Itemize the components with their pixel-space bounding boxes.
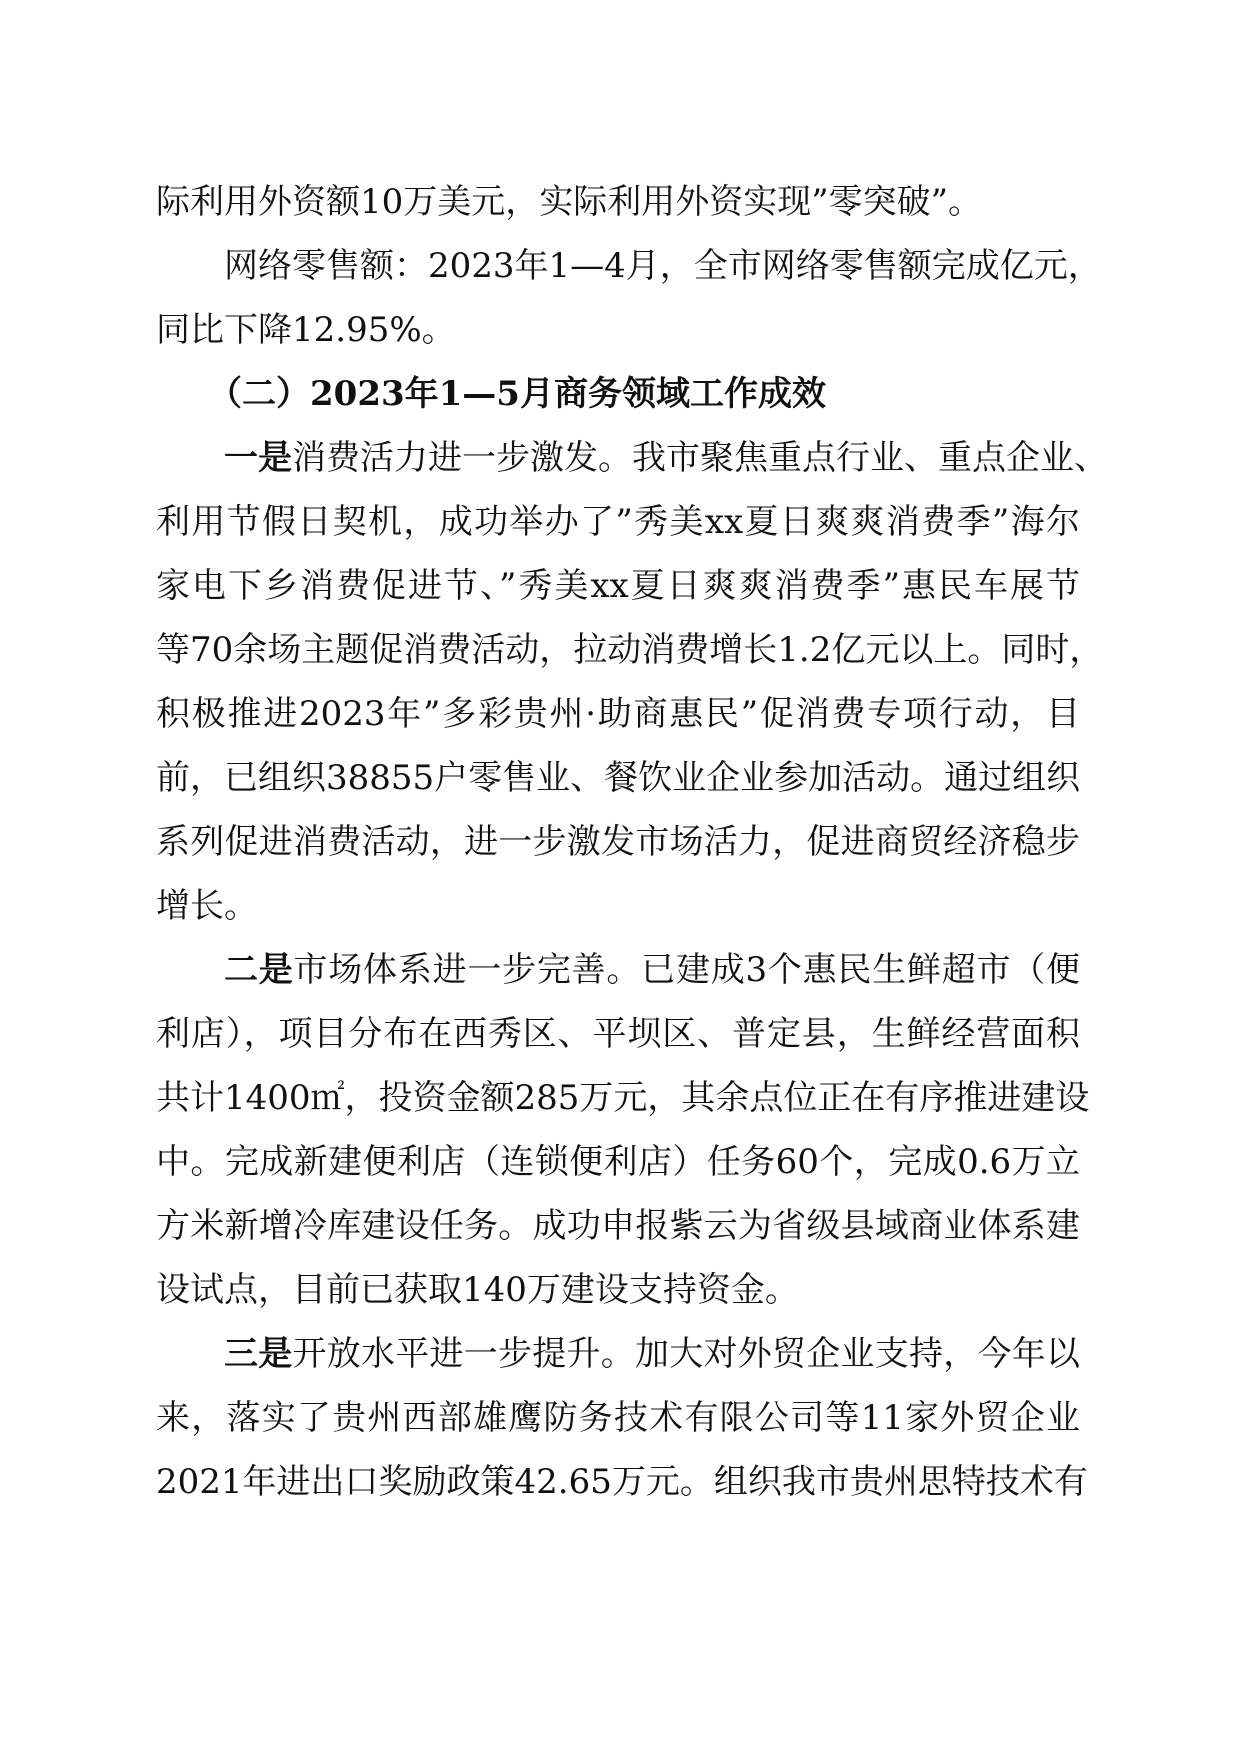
- paragraph-4-line-2: 利店），项目分布在西秀区、平坝区、普定县，生鲜经营面积: [156, 1014, 1080, 1054]
- paragraph-4-line-6: 设试点，目前已获取140万建设支持资金。: [156, 1270, 799, 1310]
- paragraph-3-line-7: 系列促进消费活动，进一步激发市场活力，促进商贸经济稳步: [156, 822, 1080, 862]
- paragraph-3-line-3: 家电下乡消费促进节、”秀美xx夏日爽爽消费季”惠民车展节: [156, 566, 1080, 606]
- paragraph-2-line-1: 网络零售额：2023年1—4月，全市网络零售额完成亿元，: [224, 246, 1102, 286]
- paragraph-3-line-5: 积极推进2023年”多彩贵州·助商惠民”促消费专项行动，目: [156, 694, 1080, 734]
- paragraph-4-line-1: [156, 938, 1080, 1002]
- paragraph-5-line-2: 来，落实了贵州西部雄鹰防务技术有限公司等11家外贸企业: [156, 1398, 1080, 1438]
- paragraph-4-line-3: 共计1400㎡，投资金额285万元，其余点位正在有序推进建设: [156, 1078, 1090, 1118]
- paragraph-5-line-1: [156, 1322, 1080, 1386]
- paragraph-5-lead: 三是: [224, 1334, 293, 1374]
- section-heading: （二）2023年1—5月商务领域工作成效: [208, 374, 826, 414]
- paragraph-3-line-4: 等70余场主题促消费活动，拉动消费增长1.2亿元以上。同时，: [156, 630, 1104, 670]
- paragraph-3-line-2: 利用节假日契机，成功举办了”秀美xx夏日爽爽消费季”海尔: [156, 502, 1080, 542]
- paragraph-5-line-3: 2021年进出口奖励政策42.65万元。组织我市贵州思特技术有: [156, 1462, 1088, 1502]
- paragraph-4-line-4: 中。完成新建便利店（连锁便利店）任务60个，完成0.6万立: [156, 1142, 1080, 1182]
- paragraph-4-line-5: 方米新增冷库建设任务。成功申报紫云为省级县域商业体系建: [156, 1206, 1080, 1246]
- paragraph-3-line-8: 增长。: [156, 886, 258, 926]
- paragraph-3-line-1: [156, 426, 1108, 490]
- paragraph-3-line-1-text: 消费活力进一步激发。我市聚焦重点行业、重点企业、: [292, 438, 1108, 478]
- paragraph-3-line-6: 前，已组织38855户零售业、餐饮业企业参加活动。通过组织: [156, 758, 1081, 798]
- paragraph-1-line-1: 际利用外资额10万美元，实际利用外资实现”零突破”。: [156, 182, 983, 222]
- document-page: [156, 170, 1108, 1514]
- paragraph-2-line-2: 同比下降12.95%。: [156, 310, 456, 350]
- paragraph-3-lead: 一是: [224, 438, 292, 478]
- paragraph-4-line-1-text: 市场体系进一步完善。已建成3个惠民生鲜超市（便: [293, 950, 1080, 990]
- paragraph-5-line-1-text: 开放水平进一步提升。加大对外贸企业支持，今年以: [292, 1334, 1080, 1374]
- paragraph-4-lead: 二是: [224, 950, 294, 990]
